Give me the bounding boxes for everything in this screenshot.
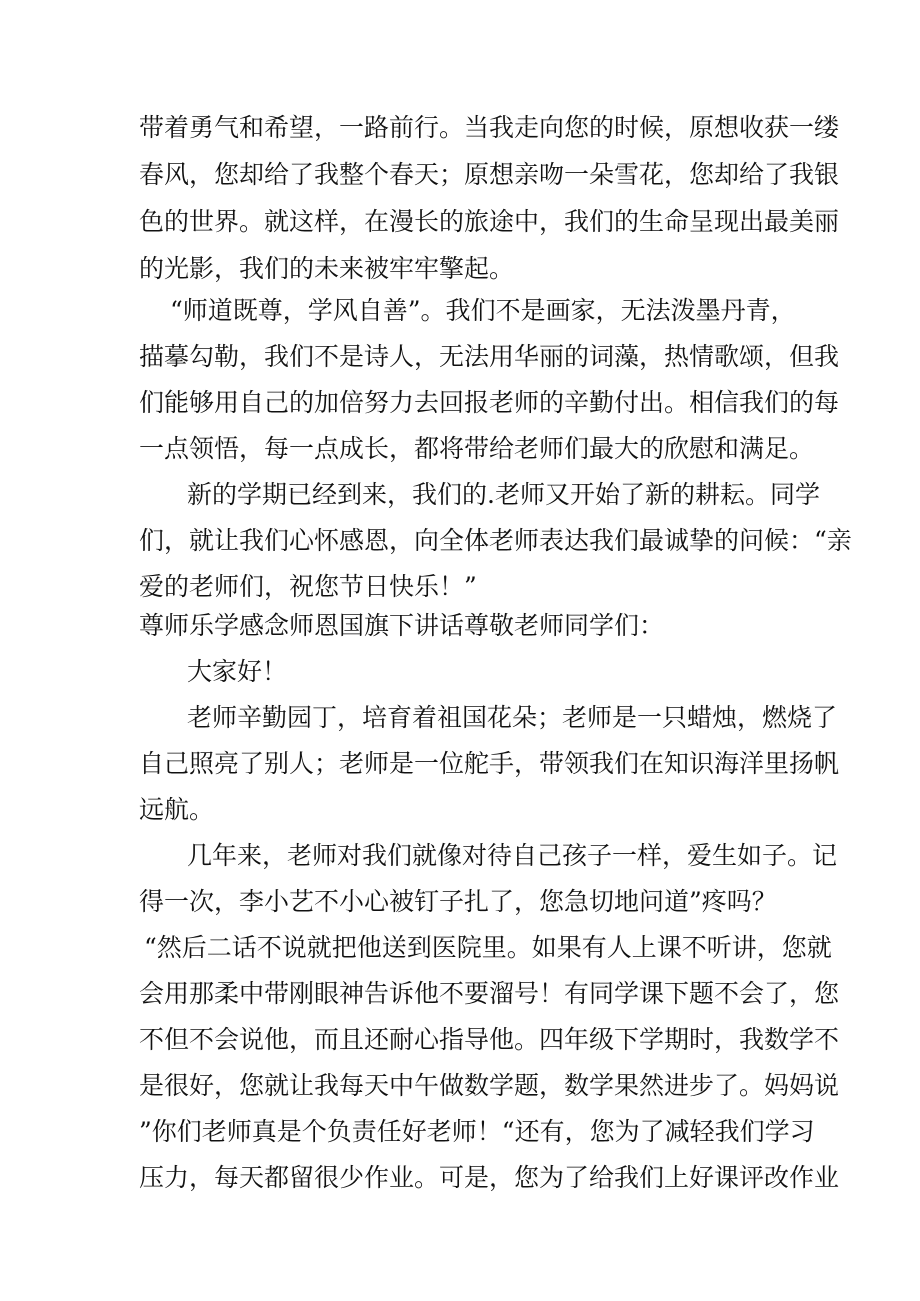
text-line: 描摹勾勒，我们不是诗人，无法用华丽的词藻，热情歌颂，但我 [139,342,840,371]
text-line: 们，就让我们心怀感恩，向全体老师表达我们最诚挚的问候：“亲 [139,526,852,555]
text-line: 压力，每天都留很少作业。可是，您为了给我们上好课评改作业 [139,1163,840,1192]
text-line: 的光影，我们的未来被牢牢擎起。 [139,254,515,283]
text-line: 是很好，您就让我每天中午做数学题，数学果然进步了。妈妈说 [139,1071,840,1100]
text-line: 们能够用自己的加倍努力去回报老师的辛勤付出。相信我们的每 [139,388,840,417]
text-line: 色的世界。就这样，在漫长的旅途中，我们的生命呈现出最美丽 [139,207,840,236]
text-line: 带着勇气和希望，一路前行。当我走向您的时候，原想收获一缕 [139,113,840,142]
text-line: 会用那柔中带刚眼神告诉他不要溜号！有同学课下题不会了，您 [139,979,840,1008]
text-line: 一点领悟，每一点成长，都将带给老师们最大的欣慰和满足。 [139,434,815,463]
text-line: 春风，您却给了我整个春天；原想亲吻一朵雪花，您却给了我银 [139,160,840,189]
text-line: “师道既尊，学风自善”。我们不是画家，无法泼墨丹青， [170,296,796,325]
text-line: “然后二话不说就把他送到医院里。如果有人上课不听讲，您就 [144,933,832,962]
text-line: ”你们老师真是个负责任好老师！“还有，您为了减轻我们学习 [139,1117,815,1146]
text-line: 自己照亮了别人；老师是一位舵手，带领我们在知识海洋里扬帆 [139,749,840,778]
text-line: 老师辛勤园丁，培育着祖国花朵；老师是一只蜡烛，燃烧了 [187,703,838,732]
text-line: 不但不会说他，而且还耐心指导他。四年级下学期时，我数学不 [139,1025,840,1054]
text-line: 爱的老师们，祝您节日快乐！” [139,572,477,601]
text-line: 远航。 [139,795,215,824]
greeting: 大家好！ [187,657,288,686]
text-line: 新的学期已经到来，我们的.老师又开始了新的耕耘。同学 [187,480,820,509]
text-line: 得一次，李小艺不小心被钉子扎了，您急切地问道”疼吗？ [139,887,777,916]
section-heading: 尊师乐学感念师恩国旗下讲话尊敬老师同学们： [139,611,665,640]
text-line: 几年来，老师对我们就像对待自己孩子一样，爱生如子。记 [187,841,838,870]
